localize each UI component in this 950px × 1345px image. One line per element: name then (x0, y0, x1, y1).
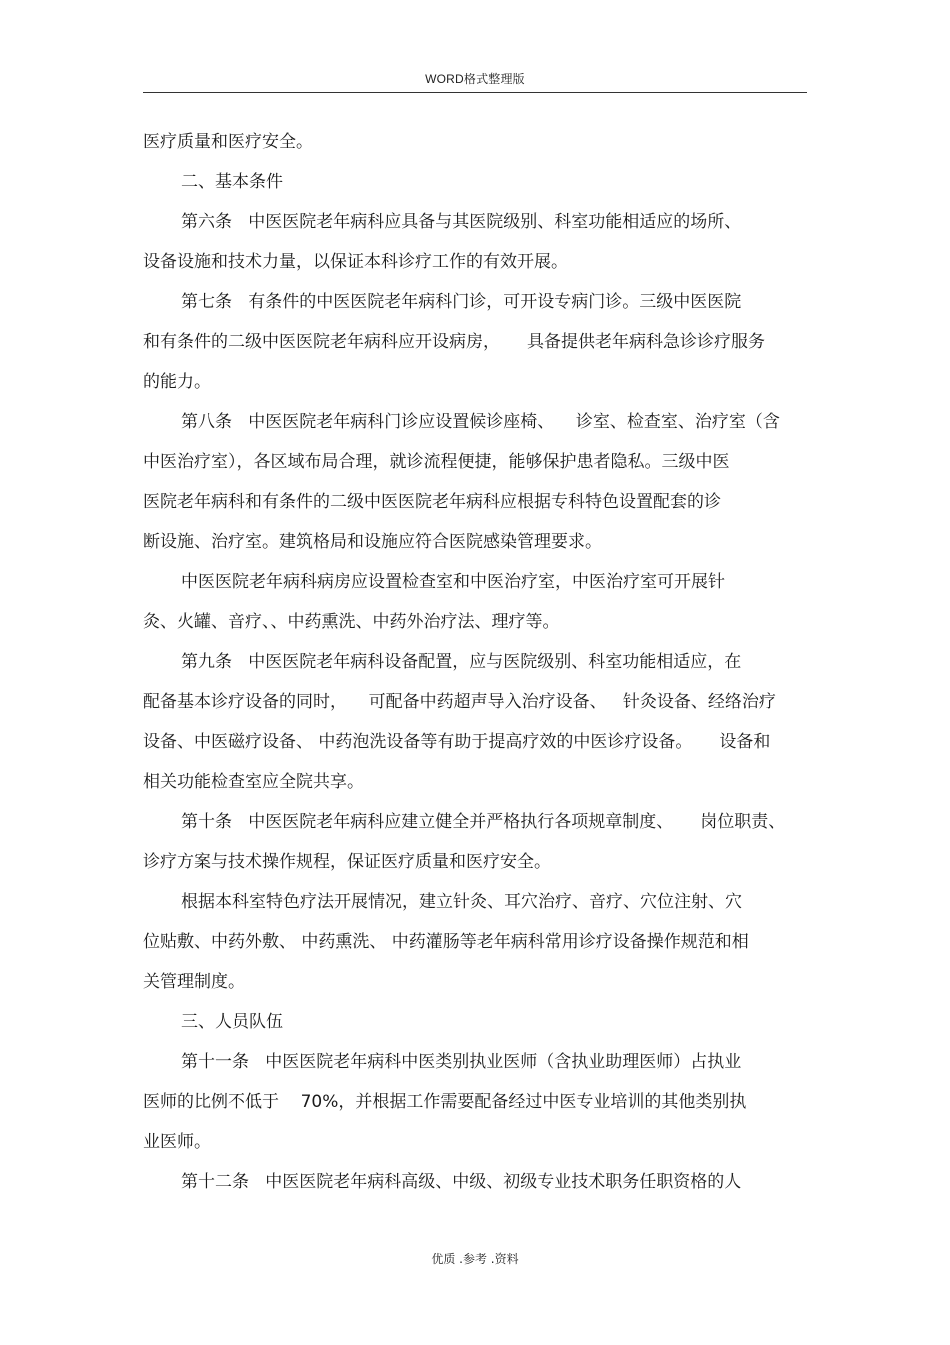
text-line: 第六条 中医医院老年病科应具备与其医院级别、科室功能相适应的场所、 (181, 212, 742, 232)
text-line: 三、人员队伍 (181, 1012, 283, 1032)
text-line: 关管理制度。 (143, 972, 245, 992)
header-title: WORD格式整理版 (425, 72, 525, 86)
text-line: 第九条 中医医院老年病科设备配置，应与医院级别、科室功能相适应，在 (181, 652, 742, 672)
text-line: 中医医院老年病科病房应设置检查室和中医治疗室，中医治疗室可开展针 (181, 572, 725, 592)
text-line: 业医师。 (143, 1132, 211, 1152)
text-line: 医疗质量和医疗安全。 (143, 132, 313, 152)
text-line: 位贴敷、中药外敷、 中药熏洗、 中药灌肠等老年病科常用诊疗设备操作规范和相 (143, 932, 749, 952)
text-line: 医师的比例不低于 70%，并根据工作需要配备经过中医专业培训的其他类别执 (143, 1092, 747, 1112)
page-footer: 优质 .参考 .资料 (431, 1252, 519, 1266)
text-line: 二、基本条件 (181, 172, 283, 192)
text-line: 相关功能检查室应全院共享。 (143, 772, 364, 792)
text-line: 灸、火罐、音疗、、中药熏洗、中药外治疗法、理疗等。 (143, 612, 560, 632)
text-line: 第十一条 中医医院老年病科中医类别执业医师（含执业助理医师）占执业 (181, 1052, 742, 1072)
text-line: 设备设施和技术力量，以保证本科诊疗工作的有效开展。 (143, 252, 568, 272)
text-line: 诊疗方案与技术操作规程，保证医疗质量和医疗安全。 (143, 852, 551, 872)
text-line: 第十条 中医医院老年病科应建立健全并严格执行各项规章制度、 岗位职责、 (181, 812, 786, 832)
text-line: 的能力。 (143, 372, 211, 392)
text-line: 中医治疗室），各区域布局合理，就诊流程便捷，能够保护患者隐私。三级中医 (143, 452, 730, 472)
text-line: 根据本科室特色疗法开展情况，建立针灸、耳穴治疗、音疗、穴位注射、穴 (181, 892, 742, 912)
text-line: 第八条 中医医院老年病科门诊应设置候诊座椅、 诊室、检查室、治疗室（含 (181, 412, 780, 432)
text-line: 第十二条 中医医院老年病科高级、中级、初级专业技术职务任职资格的人 (181, 1172, 742, 1192)
text-line: 断设施、治疗室。建筑格局和设施应符合医院感染管理要求。 (143, 532, 602, 552)
page-header (143, 66, 807, 93)
text-line: 医院老年病科和有条件的二级中医医院老年病科应根据专科特色设置配套的诊 (143, 492, 721, 512)
text-line: 配备基本诊疗设备的同时， 可配备中药超声导入治疗设备、 针灸设备、经络治疗 (143, 692, 776, 712)
text-line: 和有条件的二级中医医院老年病科应开设病房， 具备提供老年病科急诊诊疗服务 (143, 332, 766, 352)
text-line: 设备、中医磁疗设备、 中药泡洗设备等有助于提高疗效的中医诊疗设备。 设备和 (143, 732, 771, 752)
document-body (143, 122, 811, 1202)
text-line: 第七条 有条件的中医医院老年病科门诊，可开设专病门诊。三级中医医院 (181, 292, 742, 312)
